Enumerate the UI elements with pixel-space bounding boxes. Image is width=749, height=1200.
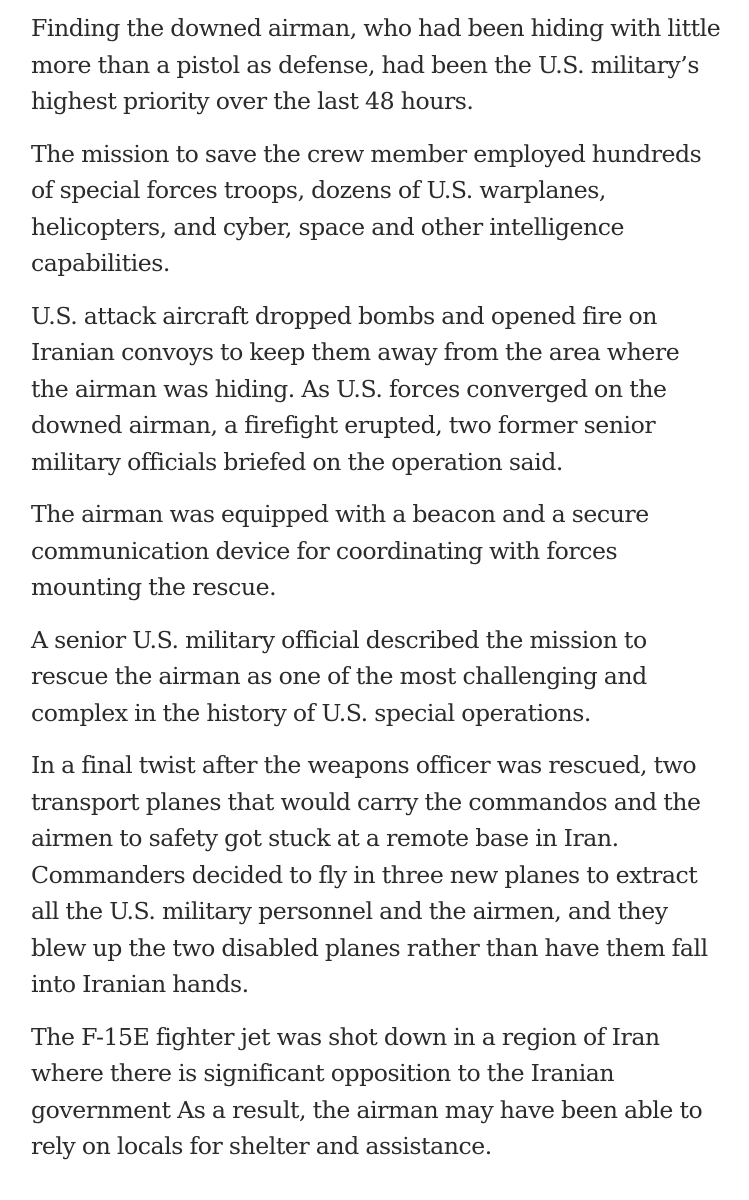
paragraph-final-twist: In a final twist after the weapons officer was rescued, two transport planes that would carry the commandos and the airmen to safety got stuck at a remote base in Iran. Commanders decided to fly in three new planes to extract all the U.S. military personnel and the airmen, and they blew up the two disabled planes rather than have them fall into Iranian hands. [31,751,708,998]
paragraph-senior-official: A senior U.S. military official described the mission to rescue the airman as one of the most challenging and complex in the history of U.S. special operations. [31,625,647,727]
paragraph-beacon: The airman was equipped with a beacon and a secure communication device for coordinating with forces mounting the rescue. [31,500,649,601]
paragraph-attack-aircraft: U.S. attack aircraft dropped bombs and opened fire on Iranian convoys to keep them away from the area where the airman was hiding. As U.S. forces converged on the downed airman, a firefight erupted, two former senior military officials briefed on the operation said. [31,301,680,476]
paragraph-rescue-mission: The mission to save the crew member employed hundreds of special forces troops, dozens of U.S. warplanes, helicopters, and cyber, space and other intelligence capabilities. [31,139,702,277]
paragraph-f15e: The F-15E fighter jet was shot down in a region of Iran where there is significant opposition to the Iranian government As a result, the airman may have been able to rely on locals for shelter and assistance. [31,1022,703,1160]
paragraph-downed-airman: Finding the downed airman, who had been hiding with little more than a pistol as defense, had been the U.S. military’s highest priority over the last 48 hours. [31,14,721,115]
